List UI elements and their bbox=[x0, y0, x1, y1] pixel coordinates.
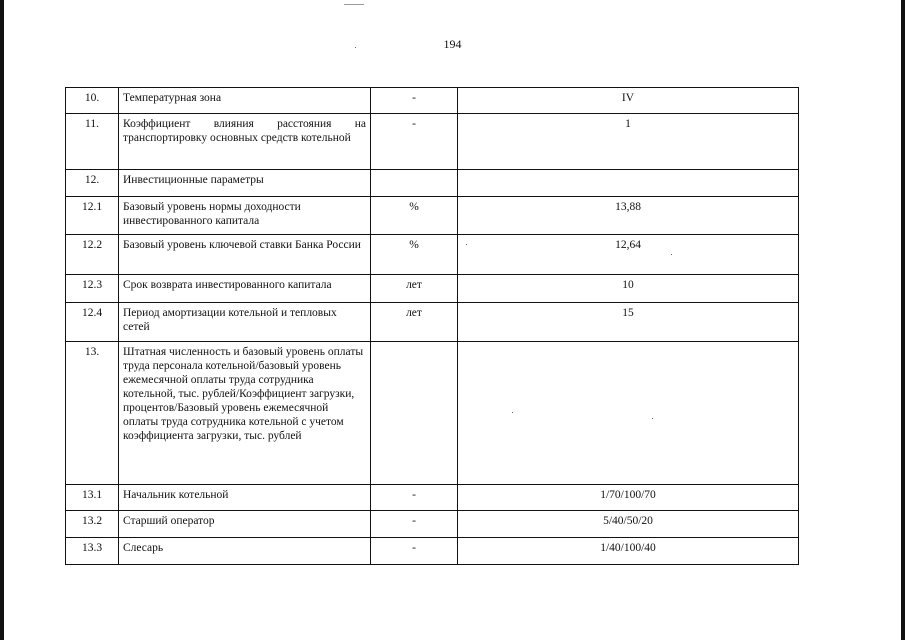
row-parameter: Коэффициент влияния расстояния на транспортировку основных средств котельной bbox=[119, 114, 371, 170]
row-number: 12.2 bbox=[66, 235, 119, 275]
row-unit: - bbox=[371, 114, 458, 170]
row-value: 12,64 bbox=[458, 235, 799, 275]
scan-right-edge bbox=[901, 0, 905, 640]
row-number: 13. bbox=[66, 342, 119, 485]
row-number: 13.1 bbox=[66, 485, 119, 511]
scan-speck bbox=[466, 244, 467, 245]
table-row bbox=[66, 88, 799, 114]
table-row bbox=[66, 538, 799, 565]
row-value: 5/40/50/20 bbox=[458, 511, 799, 538]
table-row bbox=[66, 342, 799, 485]
row-number: 12.3 bbox=[66, 275, 119, 303]
table-row bbox=[66, 275, 799, 303]
table-row bbox=[66, 114, 799, 170]
row-unit: - bbox=[371, 538, 458, 565]
row-value: 15 bbox=[458, 303, 799, 342]
scan-speck bbox=[652, 418, 653, 419]
row-parameter: Базовый уровень нормы доходности инвестированного капитала bbox=[119, 197, 371, 235]
row-unit: - bbox=[371, 485, 458, 511]
row-unit: - bbox=[371, 511, 458, 538]
row-number: 13.3 bbox=[66, 538, 119, 565]
table-row bbox=[66, 511, 799, 538]
row-number: 13.2 bbox=[66, 511, 119, 538]
row-parameter: Начальник котельной bbox=[119, 485, 371, 511]
row-value: 1 bbox=[458, 114, 799, 170]
row-value: 1/40/100/40 bbox=[458, 538, 799, 565]
scan-speck bbox=[355, 47, 356, 48]
row-value: 13,88 bbox=[458, 197, 799, 235]
row-parameter: Срок возврата инвестированного капитала bbox=[119, 275, 371, 303]
table-row bbox=[66, 235, 799, 275]
row-parameter: Температурная зона bbox=[119, 88, 371, 114]
row-number: 12.4 bbox=[66, 303, 119, 342]
scan-left-edge bbox=[0, 0, 4, 640]
row-parameter: Штатная численность и базовый уровень оплаты труда персонала котельной/базовый уровень ежемесячной оплаты труда сотрудника котельной, тыс. рублей/Коэффициент загрузки, процентов/Базовый уровень ежемесячной оплаты труда сотрудника котельной с учетом коэффициента загрузки, тыс. рублей bbox=[119, 342, 371, 485]
row-unit bbox=[371, 170, 458, 197]
row-number: 12. bbox=[66, 170, 119, 197]
row-unit: - bbox=[371, 88, 458, 114]
table-row bbox=[66, 197, 799, 235]
row-parameter: Инвестиционные параметры bbox=[119, 170, 371, 197]
scan-top-mark bbox=[344, 4, 364, 5]
row-value bbox=[458, 342, 799, 485]
table-row bbox=[66, 170, 799, 197]
row-parameter: Период амортизации котельной и тепловых сетей bbox=[119, 303, 371, 342]
scan-speck bbox=[512, 412, 513, 413]
row-value: 10 bbox=[458, 275, 799, 303]
row-number: 12.1 bbox=[66, 197, 119, 235]
row-number: 10. bbox=[66, 88, 119, 114]
row-value: IV bbox=[458, 88, 799, 114]
row-unit: лет bbox=[371, 303, 458, 342]
row-value bbox=[458, 170, 799, 197]
row-unit: % bbox=[371, 197, 458, 235]
parameters-table bbox=[65, 87, 799, 565]
table-row bbox=[66, 485, 799, 511]
row-value: 1/70/100/70 bbox=[458, 485, 799, 511]
table-row bbox=[66, 303, 799, 342]
row-number: 11. bbox=[66, 114, 119, 170]
row-parameter: Базовый уровень ключевой ставки Банка России bbox=[119, 235, 371, 275]
row-parameter: Слесарь bbox=[119, 538, 371, 565]
page-number: 194 bbox=[443, 37, 462, 51]
row-parameter: Старший оператор bbox=[119, 511, 371, 538]
scan-speck bbox=[671, 254, 672, 255]
row-unit bbox=[371, 342, 458, 485]
row-unit: % bbox=[371, 235, 458, 275]
row-unit: лет bbox=[371, 275, 458, 303]
